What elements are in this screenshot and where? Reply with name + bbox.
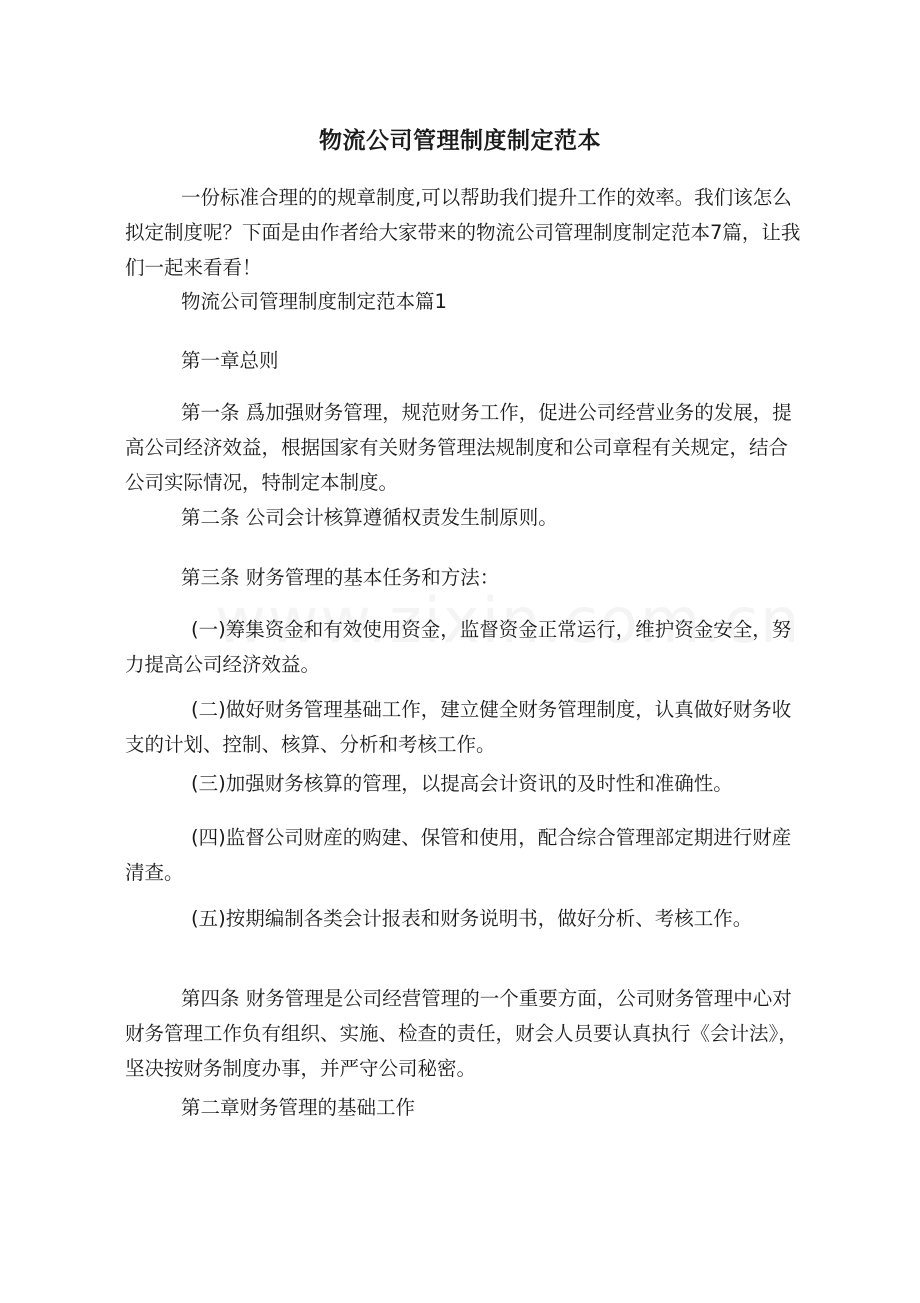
article-2: 第二条 公司会计核算遵循权责发生制原则。 <box>181 506 558 529</box>
intro-paragraph: 一份标准合理的的规章制度,可以帮助我们提升工作的效率。我们该怎么拟定制度呢？下面是由作者给大家带来的物流公司管理制度制定范本7篇，让我们一起来看看！ <box>125 186 801 279</box>
chapter-2-heading: 第二章财务管理的基础工作 <box>181 1096 416 1119</box>
article-3: 第三条 财务管理的基本任务和方法： <box>181 566 500 589</box>
article-3-item-3: (三)加强财务核算的管理，以提高会计资讯的及时性和准确性。 <box>191 772 733 795</box>
article-3-item-5: (五)按期编制各类会计报表和财务说明书，做好分析、考核工作。 <box>191 907 753 930</box>
article-3-item-4: (四)监督公司财産的购建、保管和使用，配合综合管理部定期进行财産清查。 <box>125 826 792 884</box>
article-1: 第一条 爲加强财务管理，规范财务工作，促进公司经营业务的发展，提高公司经济效益，根据国家有关财务管理法规制度和公司章程有关规定，结合公司实际情况，特制定本制度。 <box>125 401 792 494</box>
article-4: 第四条 财务管理是公司经营管理的一个重要方面，公司财务管理中心对财务管理工作负有组织、实施、检查的责任，财会人员要认真执行《会计法》，坚决按财务制度办事，并严守公司秘密。 <box>125 987 798 1080</box>
document-title: 物流公司管理制度制定范本 <box>319 128 601 154</box>
section-heading: 物流公司管理制度制定范本篇1 <box>181 290 447 313</box>
chapter-heading: 第一章总则 <box>181 349 279 372</box>
article-3-item-1: (一)筹集资金和有效使用资金，监督资金正常运行，维护资金安全，努力提高公司经济效益。 <box>125 618 792 676</box>
article-3-item-2: (二)做好财务管理基础工作，建立健全财务管理制度，认真做好财务收支的计划、控制、核算、分析和考核工作。 <box>125 698 792 756</box>
